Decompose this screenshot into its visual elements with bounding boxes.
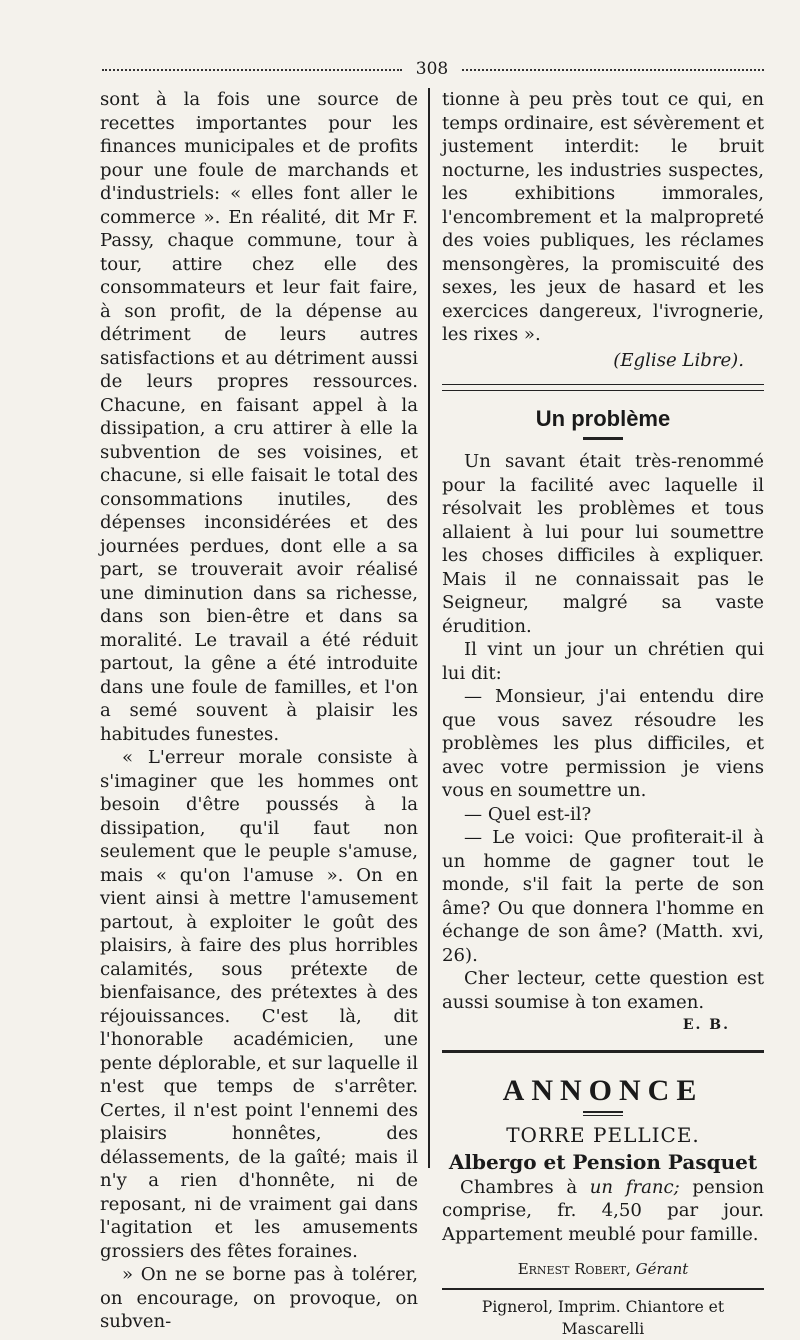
section-separator [442,1050,764,1053]
article-paragraph: sont à la fois une source de recettes importantes pour les finances municipales et de profits pour une foule de marchands et d'industriels: « elles font aller le commerce ». En réalité, dit Mr F. Passy, chaque commune, tour à tour, attire chez elle des consommateurs et leur fait faire, à son profit, de la dépense au détriment de leurs autres satisfactions et au détriment aussi de leurs propres ressources. Chacune, en faisant appel à la dissipation, a cru attirer à elle la subvention de ses voisines, et chacune, si elle faisait le total des consommations inutiles, des dépenses inconsidérées et des journées perdues, dont elle a sa part, se trouverait avoir réalisé une diminution dans sa richesse, dans son bien-être et dans sa moralité. Le travail a été réduit partout, la gêne a été introduite dans une foule de familles, et l'on a semé souvent à plaisir les habitudes funestes. [100,89,418,745]
page-header [102,58,764,80]
annonce-rule [583,1111,623,1116]
story-paragraph: — Le voici: Que profiterait-il à un homme de gagner tout le monde, s'il fait la perte de son âme? Ou que donnera l'homme en échange de son âme? (Matth. xvi, 26). [442,827,764,966]
story-paragraph: — Monsieur, j'ai entendu dire que vous savez résoudre les problèmes les plus difficiles, et avec votre permission je viens vous en soumettre un. [442,686,764,801]
left-column [100,88,418,1334]
annonce-text [442,1176,764,1247]
right-column [442,88,764,1340]
story-paragraph: Un savant était très-renommé pour la facilité avec laquelle il résolvait les problèmes et tous allaient à lui pour lui soumettre les choses difficiles à expliquer. Mais il ne connaissait pas le Seigneur, malgré sa vaste érudition. [442,451,764,637]
annonce-price: un franc; [589,1176,680,1198]
article-paragraph: » On ne se borne pas à tolérer, on encourage, on provoque, on subven- [100,1264,418,1332]
page-number: 308 [415,59,449,79]
annonce-place: TORRE PELLICE. [506,1122,700,1147]
gerant-line: Ernest Robert, Gérant [517,1260,689,1278]
annonce-hotel: Albergo et Pension Pasquet [448,1149,758,1174]
gerant-name: Ernest Robert [517,1260,627,1278]
article-paragraph: « L'erreur morale consiste à s'imaginer que les hommes ont besoin d'être poussés à la dissipation, qu'il faut non seulement que le peuple s'amuse, mais « qu'on l'amuse ». On en vient ainsi à mettre l'amusement partout, à exploiter le goût des plaisirs, à faire des plus horribles calamités, sous prétexte de bienfaisance, des prétextes à des réjouissances. C'est là, dit l'honorable académicien, une pente déplorable, et sur laquelle il n'est que temps de s'arrêter. Certes, il n'est point l'ennemi des plaisirs honnêtes, des délassements, de la gaîté; mais il n'y a rien d'honnête, ni de reposant, ni de vraiment gai dans l'agitation et les amusements grossiers des fêtes foraines. [100,747,418,1262]
annonce-heading: ANNONCE [502,1073,704,1107]
story-signature: E. B. [682,1017,730,1033]
imprint-rule [442,1288,764,1290]
article-source: (Eglise Libre). [613,349,744,371]
gerant-role: Gérant [635,1260,689,1278]
section-title: Un problème [535,406,671,431]
header-rule-right [462,69,764,71]
column-divider [428,88,430,1168]
annonce-text-end: pension comprise, fr. 4,50 par jour. Appartement meublé pour famille. [442,1176,764,1245]
story-paragraph: — Quel est-il? [464,803,592,825]
story-paragraph: Cher lecteur, cette question est aussi soumise à ton examen. [442,968,764,1013]
annonce-text-start: Chambres à [460,1176,590,1198]
header-rule-left [102,69,402,71]
section-separator [442,384,764,391]
article-continuation: tionne à peu près tout ce qui, en temps ordinaire, est sévèrement et justement interdit: le bruit nocturne, les industries suspectes, les exhibitions immorales, l'encombrement et la malpropreté des voies publiques, les réclames mensongères, la promiscuité des sexes, les jeux de hasard et les exercices dangereux, l'ivrognerie, les rixes ». [442,89,764,345]
imprint: Pignerol, Imprim. Chiantore et Mascarelli [481,1298,725,1338]
story-paragraph: Il vint un jour un chrétien qui lui dit: [442,639,764,684]
title-dash [583,437,623,440]
